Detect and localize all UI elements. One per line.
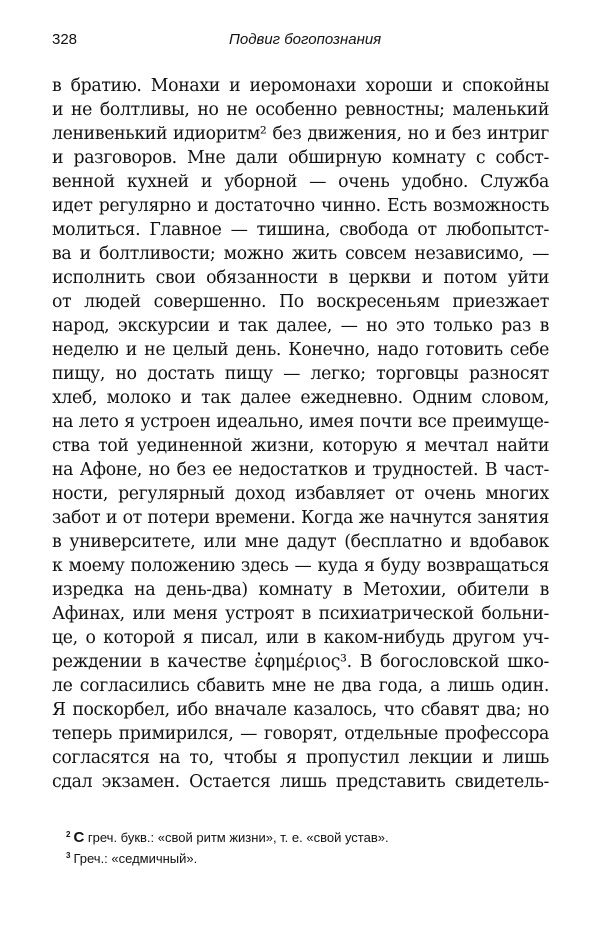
footnote-2 [66, 826, 546, 847]
text-line: изредка на день-два) комнату в Метохии, обители в [52, 580, 549, 600]
footnote-text: греч. букв.: «свой ритм жизни», т. е. «свой устав». [84, 830, 389, 845]
text-line: венной кухней и уборной — очень удобно. Служба [52, 172, 549, 192]
text-line: ва и болтливости; можно жить совсем независимо, — [52, 244, 549, 264]
footnote-mark: 2 [66, 830, 71, 839]
footnote-mark: 3 [66, 851, 71, 860]
footnote-lead: С [73, 829, 85, 846]
text-line: на Афоне, но без ее недостатков и трудностей. В част- [52, 460, 549, 480]
text-line: теперь примирился, — говорят, отдельные профессора [52, 724, 549, 744]
text-line: неделю и не целый день. Конечно, надо готовить себе [52, 340, 549, 360]
text-line: ле согласились сбавить мне не два года, а лишь один. [52, 676, 549, 696]
text-line: идет регулярно и достаточно чинно. Есть возможность [52, 196, 549, 216]
text-line: в братию. Монахи и иеромонахи хороши и спокойны [52, 76, 549, 96]
text-line: забот и от потери времени. Когда же начнутся занятия [52, 508, 549, 528]
text-line: и разговоров. Мне дали обширную комнату с собст- [52, 148, 549, 168]
text-line: к моему положению здесь — куда я буду возвращаться [52, 556, 549, 576]
footnote-text: Греч.: «седмичный». [73, 851, 198, 866]
text-line: Я поскорбел, ибо вначале казалось, что сбавят два; но [52, 700, 549, 720]
running-head [52, 28, 549, 52]
text-line: ности, регулярный доход избавляет от очень многих [52, 484, 549, 504]
text-line: от людей совершенно. По воскресеньям приезжает [52, 292, 549, 312]
text-line: сдал экзамен. Остается лишь представить свидетель- [52, 772, 549, 792]
text-line: ства той уединенной жизни, которую я мечтал найти [52, 436, 549, 456]
text-line: пищу, но достать пищу — легко; торговцы разносят [52, 364, 549, 384]
text-line: реждении в качестве ἐφημέριος³. В богословской шко- [52, 652, 549, 672]
text-line: хлеб, молоко и так далее ежедневно. Одним словом, [52, 388, 549, 408]
text-line: согласятся на то, чтобы я пропустил лекции и лишь [52, 748, 549, 768]
footnote-3 [66, 847, 546, 868]
running-title: Подвиг богопознания [229, 31, 382, 48]
page-number: 328 [52, 31, 78, 48]
text-line: и не болтливы, но не особенно ревностны; маленький [52, 100, 549, 120]
body-text [52, 74, 549, 794]
text-line: на лето я устроен идеально, имея почти все преимуще- [52, 412, 549, 432]
text-line: исполнить свои обязанности в церкви и потом уйти [52, 268, 549, 288]
text-line: народ, экскурсии и так далее, — но это только раз в [52, 316, 549, 336]
footnotes [66, 826, 546, 868]
text-line: Афинах, или меня устроят в психиатрической больни- [52, 604, 549, 624]
text-line: молиться. Главное — тишина, свобода от любопытст- [52, 220, 549, 240]
text-line: ленивенький идиоритм² без движения, но и без интриг [52, 124, 549, 144]
text-line: це, о которой я писал, или в каком-нибудь другом уч- [52, 628, 549, 648]
text-line: в университете, или мне дадут (бесплатно и вдобавок [52, 532, 549, 552]
